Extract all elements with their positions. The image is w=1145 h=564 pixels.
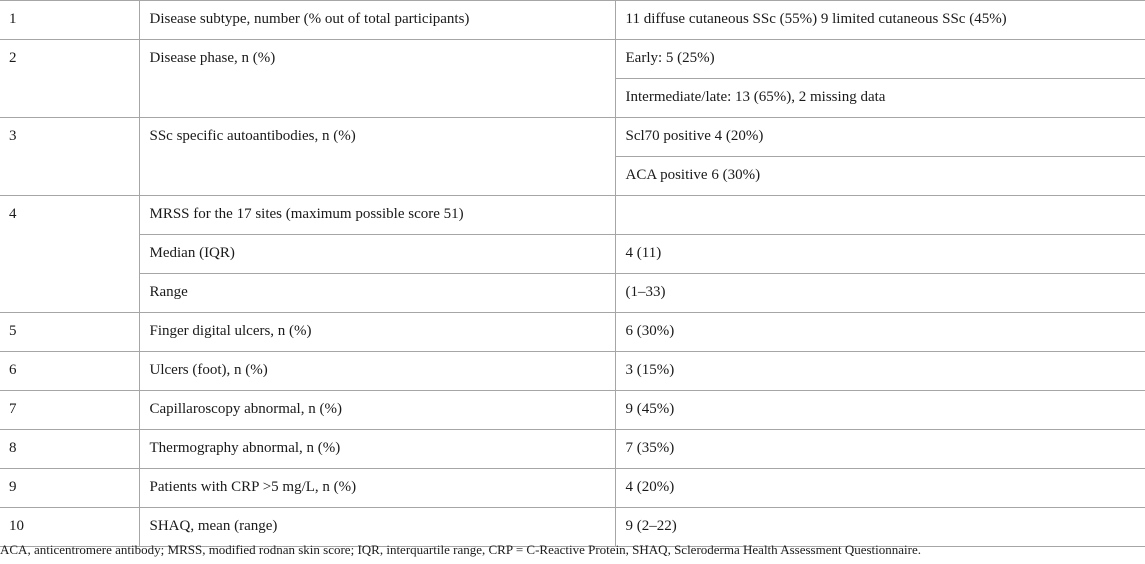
- table-row: [0, 40, 1145, 79]
- row-label: MRSS for the 17 sites (maximum possible score 51): [139, 196, 615, 235]
- row-number: 4: [0, 196, 139, 313]
- row-number: 10: [0, 508, 139, 547]
- row-value: 9 (45%): [615, 391, 1145, 430]
- row-value: Early: 5 (25%): [615, 40, 1145, 79]
- table-row: [0, 508, 1145, 547]
- row-label: Patients with CRP >5 mg/L, n (%): [139, 469, 615, 508]
- row-number: 7: [0, 391, 139, 430]
- row-value: 4 (20%): [615, 469, 1145, 508]
- row-number: 3: [0, 118, 139, 196]
- row-value: Intermediate/late: 13 (65%), 2 missing data: [615, 79, 1145, 118]
- row-label: Thermography abnormal, n (%): [139, 430, 615, 469]
- row-value: 3 (15%): [615, 352, 1145, 391]
- row-label: Finger digital ulcers, n (%): [139, 313, 615, 352]
- table-row: [0, 352, 1145, 391]
- row-value: ACA positive 6 (30%): [615, 157, 1145, 196]
- row-label: SSc specific autoantibodies, n (%): [139, 118, 615, 196]
- row-number: 9: [0, 469, 139, 508]
- row-label: SHAQ, mean (range): [139, 508, 615, 547]
- row-number: 6: [0, 352, 139, 391]
- row-number: 5: [0, 313, 139, 352]
- table-row: [0, 274, 1145, 313]
- table-row: [0, 469, 1145, 508]
- row-label: Capillaroscopy abnormal, n (%): [139, 391, 615, 430]
- row-label: Ulcers (foot), n (%): [139, 352, 615, 391]
- row-value: [615, 196, 1145, 235]
- row-value: 9 (2–22): [615, 508, 1145, 547]
- row-value: 11 diffuse cutaneous SSc (55%) 9 limited cutaneous SSc (45%): [615, 1, 1145, 40]
- row-value: 6 (30%): [615, 313, 1145, 352]
- row-number: 1: [0, 1, 139, 40]
- row-value: (1–33): [615, 274, 1145, 313]
- table-row: [0, 196, 1145, 235]
- row-label: Disease subtype, number (% out of total participants): [139, 1, 615, 40]
- row-number: 8: [0, 430, 139, 469]
- row-label: Range: [139, 274, 615, 313]
- table-row: [0, 235, 1145, 274]
- table-row: [0, 391, 1145, 430]
- table-row: [0, 118, 1145, 157]
- row-value: Scl70 positive 4 (20%): [615, 118, 1145, 157]
- table-row: [0, 430, 1145, 469]
- row-label: Median (IQR): [139, 235, 615, 274]
- row-number: 2: [0, 40, 139, 118]
- row-label: Disease phase, n (%): [139, 40, 615, 118]
- row-value: 7 (35%): [615, 430, 1145, 469]
- table-footnote: ACA, anticentromere antibody; MRSS, modified rodnan skin score; IQR, interquartile range, CRP = C-Reactive Protein, SHAQ, Scleroderma Health Assessment Questionnaire.: [0, 542, 922, 557]
- row-value: 4 (11): [615, 235, 1145, 274]
- table-row: [0, 313, 1145, 352]
- table-row: [0, 1, 1145, 40]
